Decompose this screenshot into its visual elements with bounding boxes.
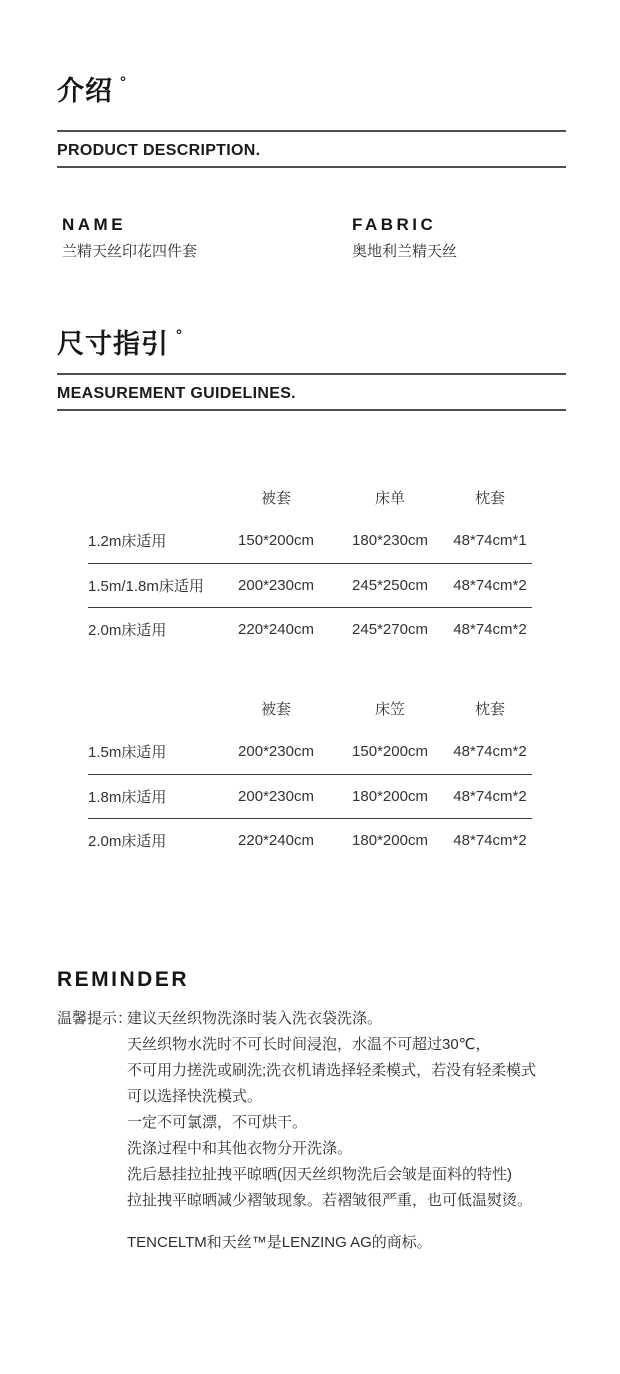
intro-subtitle-band (57, 130, 566, 168)
reminder-lines (127, 1006, 566, 1256)
reminder-line: 一定不可氯漂，不可烘干。 (127, 1114, 308, 1131)
product-fields (57, 216, 566, 261)
table-cell: 180*200cm (332, 774, 448, 818)
table-row (88, 563, 532, 607)
table-cell: 48*74cm*2 (448, 774, 532, 818)
size-guide-section-title (57, 317, 566, 363)
column-header: 床单 (374, 489, 405, 507)
trademark-note: TENCELTM和天丝™是LENZING AG的商标。 (127, 1234, 432, 1251)
column-header: 枕套 (474, 700, 505, 718)
table-row (88, 774, 532, 818)
column-header: 枕套 (474, 489, 505, 507)
table-cell: 245*250cm (332, 563, 448, 607)
table-cell: 48*74cm*2 (448, 607, 532, 651)
table-row (88, 730, 532, 774)
reminder-label: 温馨提示： (57, 1010, 133, 1027)
intro-section-title (57, 64, 566, 110)
reminder-line: 天丝织物水洗时不可长时间浸泡，水温不可超过30℃， (127, 1036, 491, 1053)
table-cell: 150*200cm (352, 743, 428, 761)
table-cell: 220*240cm (220, 818, 332, 862)
reminder-line: 拉扯拽平晾晒减少褶皱现象。若褶皱很严重，也可低温熨烫。 (127, 1192, 533, 1209)
table-cell: 220*240cm (220, 607, 332, 651)
table-header-row (88, 686, 532, 730)
reminder-block (57, 1006, 566, 1256)
table-cell: 150*200cm (238, 532, 314, 550)
table-row (88, 607, 532, 651)
table-cell: 48*74cm*2 (453, 743, 527, 761)
size-table-fitted (88, 686, 532, 862)
size-guide-subtitle-band (57, 373, 566, 411)
column-header: 被套 (260, 489, 291, 507)
table-cell: 48*74cm*2 (448, 563, 532, 607)
reminder-line: 洗涤过程中和其他衣物分开洗涤。 (127, 1140, 353, 1157)
degree-mark: ° (176, 327, 183, 344)
reminder-title: REMINDER (57, 968, 190, 991)
field-fabric (347, 216, 457, 261)
row-label: 1.5m/1.8m床适用 (88, 563, 220, 607)
reminder-line: 洗后悬挂拉扯拽平晾晒(因天丝织物洗后会皱是面料的特性) (127, 1166, 512, 1183)
reminder-line: 建议天丝织物洗涤时装入洗衣袋洗涤。 (127, 1010, 383, 1027)
reminder-line: 可以选择快洗模式。 (127, 1088, 263, 1105)
table-cell: 200*230cm (238, 743, 314, 761)
empty-header-cell (88, 475, 220, 519)
row-label: 2.0m床适用 (88, 607, 220, 651)
table-header-row (88, 475, 532, 519)
field-name-label: NAME (62, 215, 127, 234)
table-cell: 48*74cm*2 (448, 818, 532, 862)
page-content (57, 64, 566, 1256)
degree-mark: ° (120, 74, 127, 91)
row-label: 1.8m床适用 (88, 774, 220, 818)
empty-header-cell (88, 686, 220, 730)
size-guide-title-text: 尺寸指引 (57, 329, 169, 359)
row-label: 2.0m床适用 (88, 818, 220, 862)
table-cell: 245*270cm (332, 607, 448, 651)
row-label: 1.5m床适用 (88, 744, 167, 762)
intro-title-text: 介绍 (57, 76, 113, 106)
table-cell: 48*74cm*1 (453, 532, 527, 550)
field-fabric-value: 奥地利兰精天丝 (352, 243, 458, 260)
table-cell: 180*230cm (352, 532, 428, 550)
table-cell: 180*200cm (332, 818, 448, 862)
field-fabric-label: FABRIC (352, 215, 437, 234)
table-row (88, 818, 532, 862)
table-cell: 200*230cm (220, 774, 332, 818)
table-row (88, 519, 532, 563)
field-name (57, 216, 347, 261)
size-guide-subtitle: MEASUREMENT GUIDELINES. (57, 385, 296, 402)
column-header: 床笠 (374, 700, 405, 718)
size-table-sheet (88, 475, 532, 651)
row-label: 1.2m床适用 (88, 533, 167, 551)
table-cell: 200*230cm (220, 563, 332, 607)
reminder-line: 不可用力搓洗或刷洗;洗衣机请选择轻柔模式，若没有轻柔模式 (127, 1062, 537, 1079)
column-header: 被套 (260, 700, 291, 718)
field-name-value: 兰精天丝印花四件套 (62, 243, 198, 260)
intro-subtitle: PRODUCT DESCRIPTION. (57, 142, 261, 159)
